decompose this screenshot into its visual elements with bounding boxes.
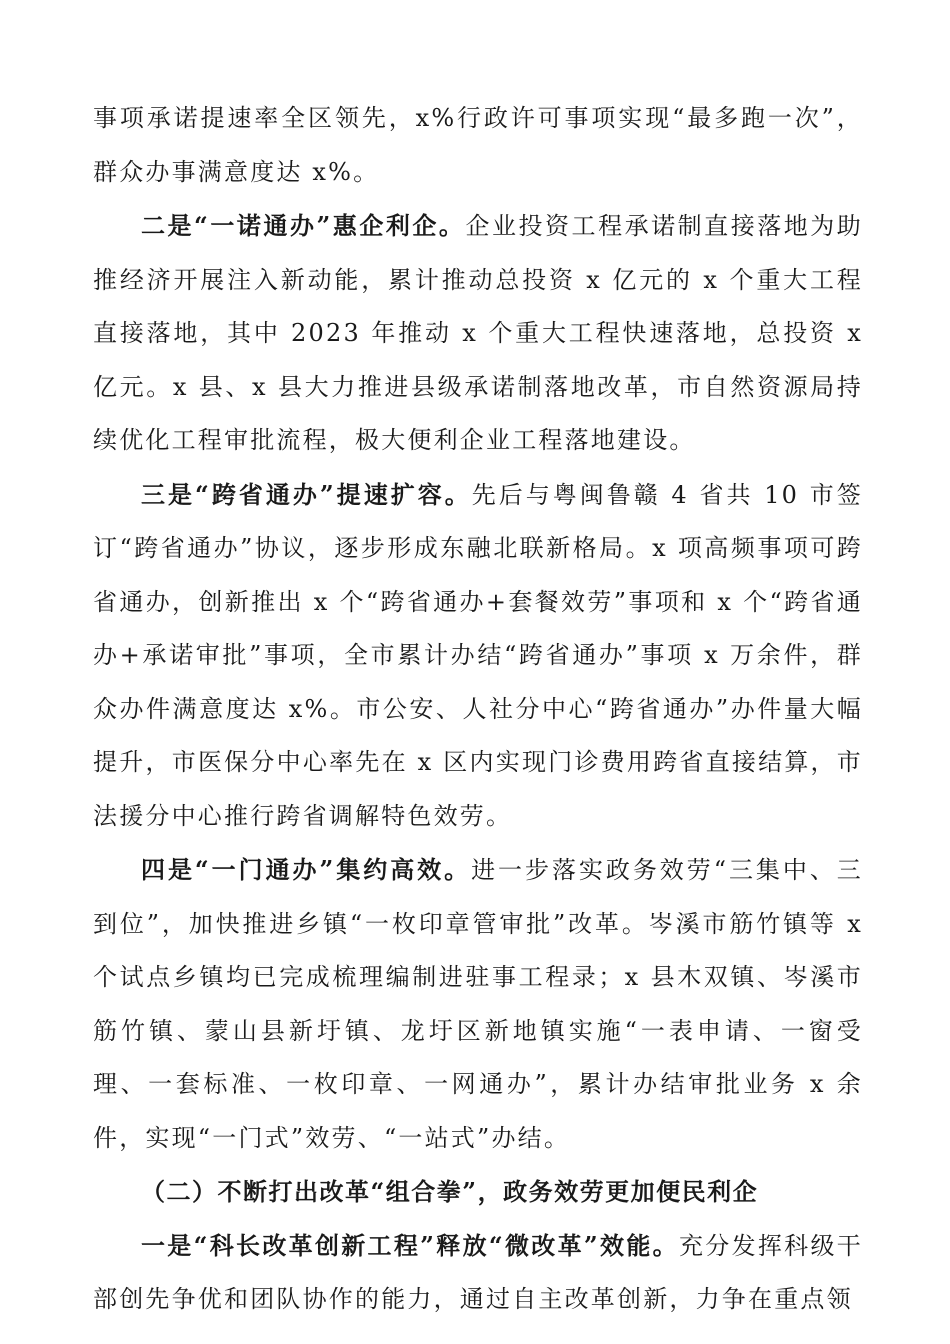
paragraph-text: 事项承诺提速率全区领先，x%行政许可事项实现“最多跑一次”，群众办事满意度达 x%。 xyxy=(93,104,863,186)
paragraph-lead: 一是“科长改革创新工程”释放“微改革”效能。 xyxy=(141,1230,679,1260)
paragraph-text: 充分发挥科级干部创先争优和团队协作的能力，通过自主改革创新，力争在重点领 xyxy=(93,1231,863,1313)
paragraph-lead: 二是“一诺通办”惠企利企。 xyxy=(141,211,466,240)
paragraph-text: 企业投资工程承诺制直接落地为助推经济开展注入新动能，累计推动总投资 x 亿元的 x 个重大工程直接落地，其中 2023 年推动 x 个重大工程快速落地，总投资 x 亿元。x 县、x 县大力推进县级承诺制落地改革，市自然资源局持续优化工程审批流程，极大便利企业工程落地建设。 xyxy=(93,212,863,454)
section-heading: （二）不断打出改革“组合拳”，政务效劳更加便民利企 xyxy=(141,1177,759,1206)
paragraph-cross-province xyxy=(93,468,863,844)
paragraph-text: 进一步落实政务效劳“三集中、三到位”，加快推进乡镇“一枚印章管审批”改革。岑溪市筋竹镇等 x 个试点乡镇均已完成梳理编制进驻事工程录；x 县木双镇、岑溪市筋竹镇、蒙山县新圩镇、龙圩区新地镇实施“一表申请、一窗受理、一套标准、一枚印章、一网通办”，累计办结审批业务 x 余件，实现“一门式”效劳、“一站式”办结。 xyxy=(93,856,863,1152)
paragraph-lead: 三是“跨省通办”提速扩容。 xyxy=(141,479,472,509)
paragraph-one-door xyxy=(93,843,863,1165)
paragraph-section-leader-reform xyxy=(93,1219,863,1327)
paragraph-text: 先后与粤闽鲁赣 4 省共 10 市签订“跨省通办”协议，逐步形成东融北联新格局。x 项高频事项可跨省通办，创新推出 x 个“跨省通办+套餐效劳”事项和 x 个“跨省通办+承诺审批”事项，全市累计办结“跨省通办”事项 x 万余件，群众办件满意度达 x%。市公安、人社分中心“跨省通办”办件量大幅提升，市医保分中心率先在 x 区内实现门诊费用跨省直接结算，市法援分中心推行跨省调解特色效劳。 xyxy=(93,480,863,830)
paragraph-continuation xyxy=(93,92,863,199)
paragraph-one-promise xyxy=(93,199,863,468)
paragraph-lead: 四是“一门通办”集约高效。 xyxy=(141,855,472,884)
document-page xyxy=(93,92,863,1327)
